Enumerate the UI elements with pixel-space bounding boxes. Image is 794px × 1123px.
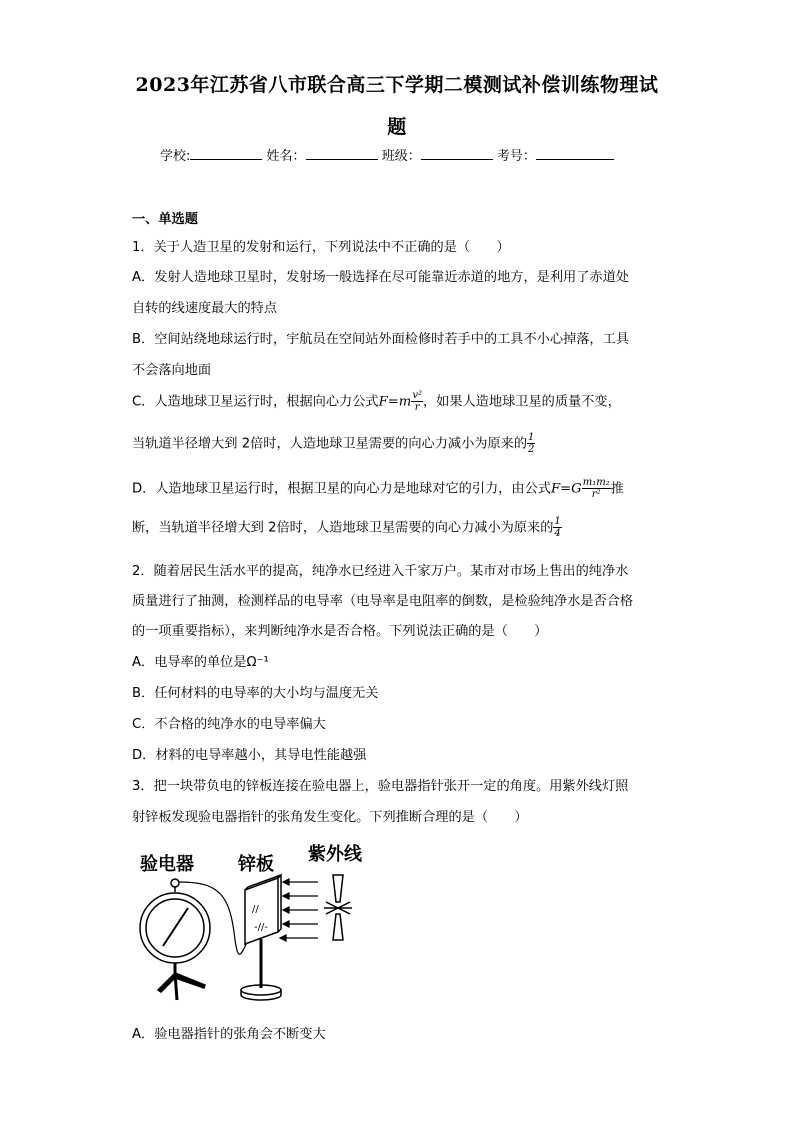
electroscope-icon	[140, 879, 210, 1000]
section-heading: 一、单选题	[132, 212, 198, 227]
q2-stem: 2．随着居民生活水平的提高，纯净水已经进入千家万户。某市对市场上售出的纯净水	[132, 564, 629, 579]
uv-rays	[280, 879, 318, 941]
fraction-one-half: $\frac{1}{2}$	[528, 432, 535, 455]
q1-option-a-cont: 自转的线速度最大的特点	[132, 301, 278, 316]
school-label: 学校:	[160, 149, 191, 164]
svg-text://: //	[252, 904, 259, 915]
q2-option-c: C．不合格的纯净水的电导率偏大	[132, 717, 326, 732]
q1-option-c-text-post: ，如果人造地球卫星的质量不变，	[422, 394, 621, 410]
q1-option-d-text-post: 推	[610, 481, 624, 497]
q1-option-a: A．发射人造地球卫星时，发射场一般选择在尽可能靠近赤道的地方，是利用了赤道处	[132, 270, 629, 285]
q1-option-b: B．空间站绕地球运行时，宇航员在空间站外面检修时若手中的工具不小心掉落，工具	[132, 332, 629, 347]
school-blank	[190, 147, 262, 160]
zinc-plate-icon	[241, 875, 281, 1000]
q3-stem-cont: 射锌板发现验电器指针的张角发生变化。下列推断合理的是（ ）	[132, 810, 528, 825]
q1-option-d	[132, 477, 624, 500]
formula-gravitation: F=G	[550, 481, 582, 497]
name-blank	[306, 147, 378, 160]
q1-option-c-cont	[132, 432, 535, 455]
q2-stem-cont: 质量进行了抽测，检测样品的电导率（电导率是电阻率的倒数，是检验纯净水是否合格	[132, 594, 634, 609]
electroscope-uv-figure	[130, 840, 390, 1005]
q1-option-d-cont-text: 断，当轨道半径增大到 2倍时，人造地球卫星需要的向心力减小为原来的	[132, 520, 554, 536]
q2-option-d: D．材料的电导率越小，其导电性能越强	[132, 748, 367, 763]
page-title: 2023年江苏省八市联合高三下学期二模测试补偿训练物理试	[135, 74, 659, 96]
exam-number-label: 考号：	[496, 149, 536, 164]
q3-stem: 3．把一块带负电的锌板连接在验电器上，验电器指针张开一定的角度。用紫外线灯照	[132, 779, 629, 794]
q1-option-d-cont	[132, 516, 562, 539]
uv-light-label: 紫外线	[308, 844, 362, 865]
class-blank	[421, 147, 493, 160]
zinc-plate-label: 锌板	[238, 854, 274, 875]
q3-option-a: A．验电器指针的张角会不断变大	[132, 1027, 326, 1042]
q1-option-c	[132, 390, 621, 413]
q2-option-b: B．任何材料的电导率的大小均与温度无关	[132, 686, 379, 701]
q1-option-b-cont: 不会落向地面	[132, 363, 212, 378]
exam-number-blank	[536, 147, 614, 160]
name-label: 姓名：	[266, 149, 306, 164]
electroscope-label: 验电器	[140, 854, 194, 875]
fraction-one-quarter: $\frac{1}{4}$	[554, 516, 561, 539]
formula-centripetal: F=m	[378, 394, 412, 410]
formula-fraction-v2-r: $\frac{\text{v²}}{r}$	[412, 390, 422, 413]
q2-stem-cont2: 的一项重要指标），来判断纯净水是否合格。下列说法正确的是（ ）	[132, 624, 548, 639]
student-info-line	[160, 145, 614, 164]
q1-option-c-cont-text: 当轨道半径增大到 2倍时，人造地球卫星需要的向心力减小为原来的	[132, 436, 528, 452]
formula-fraction-m1m2-r2: $\frac{\text{m₁m₂}}{\text{r²}}$	[582, 477, 610, 500]
q1-option-c-text: C．人造地球卫星运行时，根据向心力公式	[132, 394, 379, 410]
class-label: 班级：	[381, 149, 421, 164]
svg-text:-//-: -//-	[254, 922, 268, 933]
q1-stem: 1．关于人造卫星的发射和运行，下列说法中不正确的是（ ）	[132, 240, 510, 255]
uv-lamp-icon	[324, 875, 352, 940]
page-title-continued: 题	[387, 116, 407, 138]
q1-option-d-text: D．人造地球卫星运行时，根据卫星的向心力是地球对它的引力，由公式	[132, 481, 551, 497]
q2-option-a: A．电导率的单位是Ω⁻¹	[132, 655, 269, 670]
connecting-wire	[179, 882, 248, 954]
